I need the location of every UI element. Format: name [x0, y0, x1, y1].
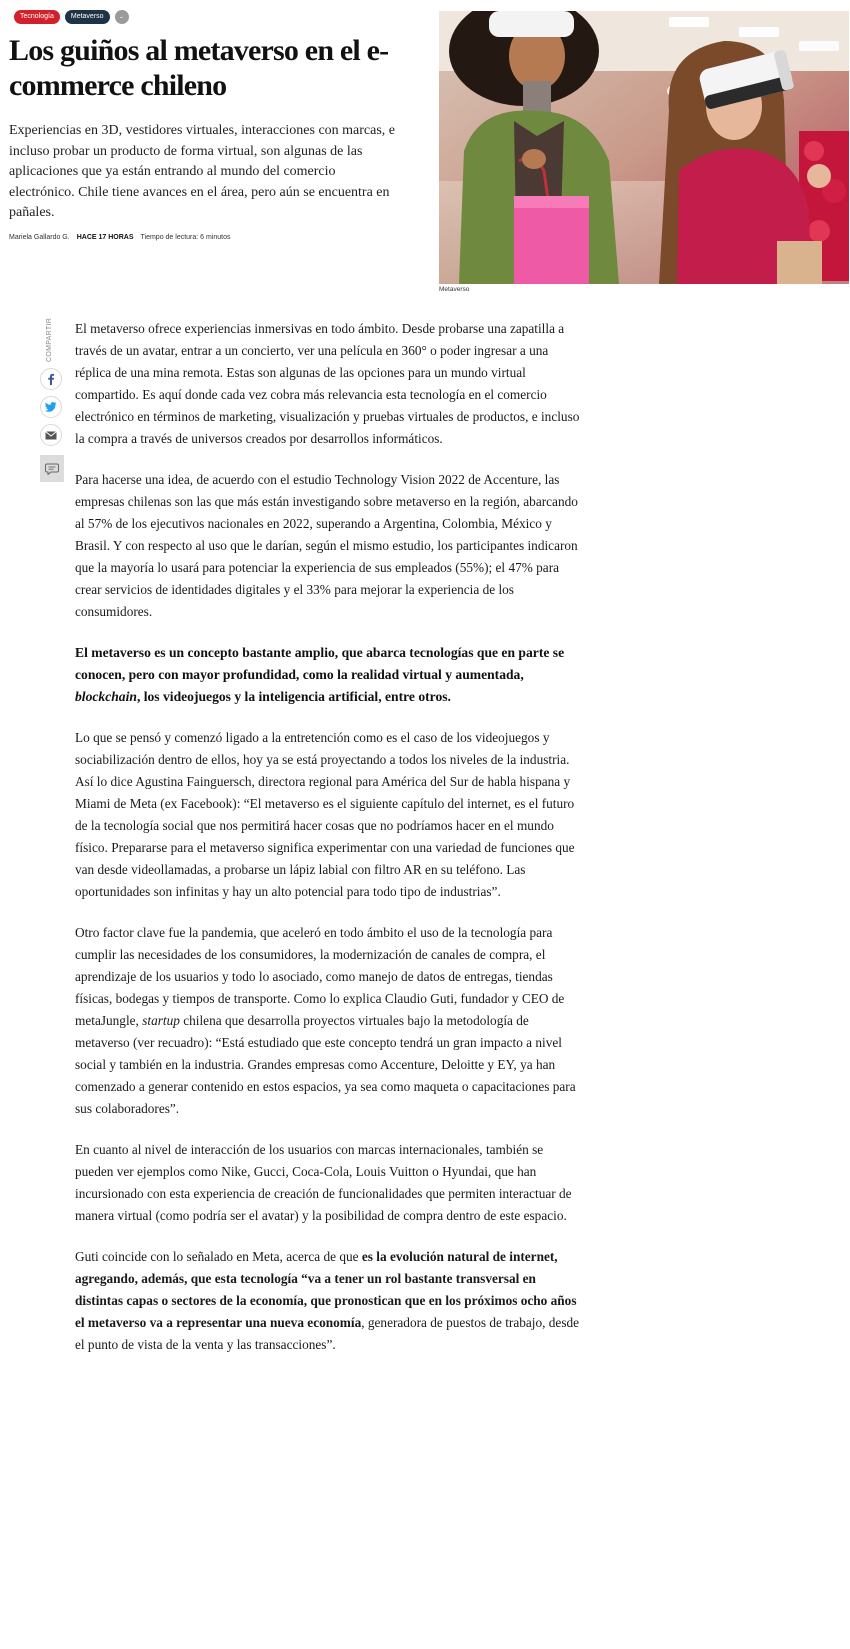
email-share-button[interactable]	[40, 424, 62, 446]
comments-button[interactable]	[40, 455, 64, 482]
vr-shopping-illustration	[439, 11, 849, 284]
highlight-paragraph: El metaverso es un concepto bastante amplio, que abarca tecnologías que en parte se conocen, pero con mayor profundidad, como la realidad virtual y aumentada, blockchain, los videojuegos y la inteligencia artificial, entre otros.	[75, 645, 565, 704]
article-lead: Experiencias en 3D, vestidores virtuales, interacciones con marcas, e incluso probar un producto de forma virtual, son algunas de las aplicaciones que ya están entrando al mundo del comercio electrónico. Chile tiene avances en el área, pero aún se encuentra en pañales.	[9, 123, 396, 220]
tag-list	[14, 10, 129, 24]
paragraph-1: El metaverso ofrece experiencias inmersivas en todo ámbito. Desde probarse una zapatilla a través de un avatar, entrar a un concierto, ver una película en 360° o poder ingresar a una réplica de una mina remota. Estas son algunas de las opciones para un mundo virtual compartido. Es aquí donde cada vez cobra más relevancia esta tecnología en el comercio electrónico en términos de marketing, visualización y pruebas virtuales de productos, e incluso la compra a través de universos creados por desarrollos informáticos.	[75, 321, 580, 446]
image-caption: Metaverso	[439, 286, 470, 293]
twitter-icon	[45, 402, 57, 412]
tag-tecnologia[interactable]: Tecnología	[14, 10, 60, 24]
paragraph-7: Guti coincide con lo señalado en Meta, acerca de que es la evolución natural de internet, agregando, además, que esta tecnología “va a tener un rol bastante transversal en distintas capas o sectores de la economía, que pronostican que en los próximos ocho años el metaverso va a representar una nueva economía, generadora de puestos de trabajo, desde el punto de vista de la venta y las transacciones”.	[75, 1249, 580, 1352]
paragraph-6: En cuanto al nivel de interacción de los usuarios con marcas internacionales, también se pueden ver ejemplos como Nike, Gucci, Coca-Cola, Louis Vuitton o Hyundai, que han incursionado con esta experiencia de creación de funcionalidades que permiten interactuar de manera virtual (como podría ser el avatar) y la posibilidad de compra dentro de este espacio.	[75, 1142, 572, 1223]
article-body	[75, 318, 580, 1375]
byline	[9, 234, 231, 241]
publish-time: HACE 17 HORAS	[76, 234, 134, 241]
blockchain-emphasis: blockchain	[75, 689, 137, 704]
paragraph-2: Para hacerse una idea, de acuerdo con el estudio Technology Vision 2022 de Accenture, las empresas chilenas son las que más están investigando sobre metaverso en la región, abarcando al 57% de los ejecutivos nacionales en 2022, superando a Argentina, Colombia, México y Brasil. Y con respecto al uso que le darían, según el mismo estudio, los participantes indicaron que la mayoría lo usará para potenciar la experiencia de sus empleados (55%); el 47% para crear servicios de identidades digitales y el 33% para mejorar la experiencia de los consumidores.	[75, 472, 578, 619]
author-name[interactable]: Mariela Gallardo G.	[9, 234, 70, 241]
facebook-icon	[46, 373, 56, 385]
comment-icon	[45, 463, 59, 475]
hero-image	[439, 11, 849, 284]
paragraph-5: Otro factor clave fue la pandemia, que aceleró en todo ámbito el uso de la tecnología para cumplir las necesidades de los consumidores, la modernización de canales de compra, el aprendizaje de los usuarios y todo lo asociado, como manejo de datos de entregas, tiendas físicas, bodegas y tiempos de transporte. Como lo explica Claudio Guti, fundador y CEO de metaJungle, startup chilena que desarrolla proyectos virtuales bajo la metodología de metaverso (ver recuadro): “Está estudiado que este concepto tendrá un gran impacto a nivel social y también en la industria. Grandes empresas como Accenture, Deloitte y EY, ya han comenzado a generar contenido en estos espacios, ya sea como maqueta o capacitaciones para sus colaboradores”.	[75, 925, 576, 1116]
twitter-share-button[interactable]	[40, 396, 62, 418]
tag-metaverso[interactable]: Metaverso	[65, 10, 110, 24]
share-label: COMPARTIR	[46, 317, 53, 362]
article-headline: Los guiños al metaverso en el e-commerce chileno	[9, 34, 389, 102]
reading-time: Tiempo de lectura: 6 minutos	[140, 234, 231, 241]
startup-emphasis: startup	[142, 1013, 180, 1028]
paragraph-4: Lo que se pensó y comenzó ligado a la entretención como es el caso de los videojuegos y sociabilización dentro de ellos, hoy ya se está proyectando a todos los niveles de la industria. Así lo dice Agustina Fainguersch, directora regional para América del Sur de habla hispana y Miami de Meta (ex Facebook): “El metaverso es el siguiente capítulo del internet, es el futuro de la tecnología social que nos permitirá hacer cosas que no podríamos hacer en el mundo físico. Prepararse para el metaverso significa experimentar con una variedad de funciones que van desde videollamadas, a probarse un lápiz labial con filtro AR en su teléfono. Las oportunidades son infinitas y hay un alto potencial para todo tipo de industrias”.	[75, 730, 575, 899]
tag-more-button[interactable]: ...	[115, 10, 129, 24]
facebook-share-button[interactable]	[40, 368, 62, 390]
email-icon	[45, 431, 57, 440]
quote-emphasis: es la evolución natural de internet, agregando, además, que esta tecnología “va a tener un rol bastante transversal en distintas capas o sectores de la economía, que pronostican que en los próximos ocho años el metaverso va a representar una nueva economía	[75, 1249, 577, 1330]
